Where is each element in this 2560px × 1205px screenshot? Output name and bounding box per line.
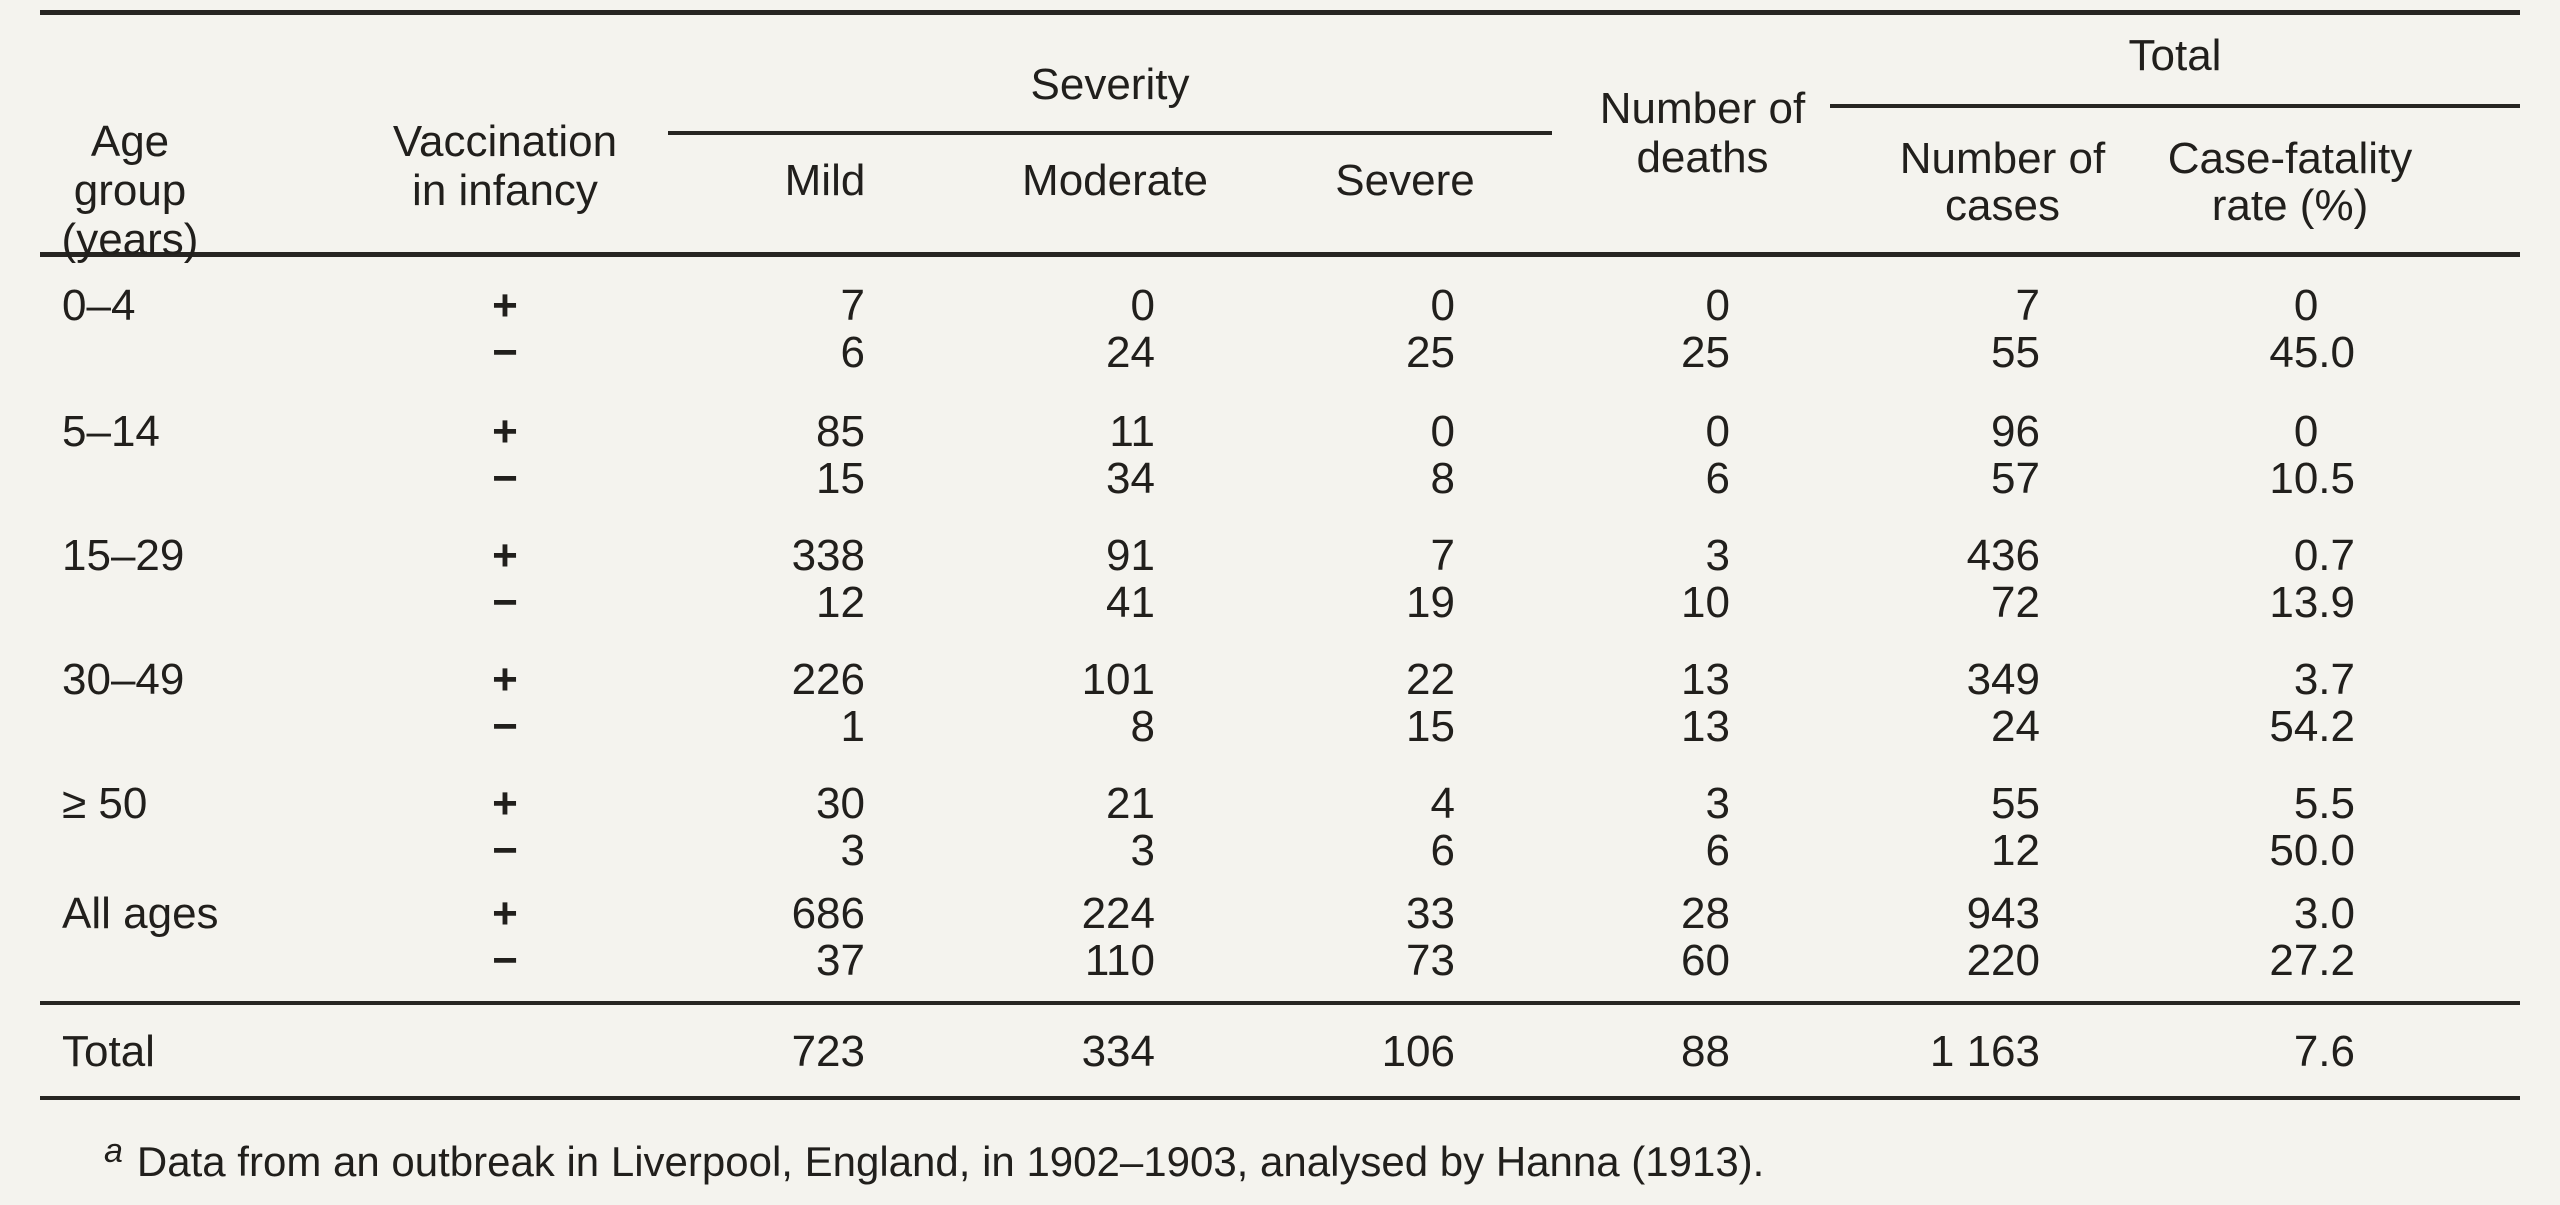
table-row <box>0 779 2560 829</box>
cases-cell: 57 <box>1991 454 2040 503</box>
cases-cell: 12 <box>1991 826 2040 875</box>
severe-cell: 4 <box>1430 779 1455 828</box>
severe-column-header: Severe <box>1335 156 1475 205</box>
total-cases-cell: 1 163 <box>1929 1027 2040 1076</box>
rate-header-line2: rate (%) <box>2211 181 2369 230</box>
rate-cell: 3.7 <box>2293 655 2355 704</box>
cases-header-line1: Number of <box>1899 134 2106 183</box>
rate-cell: 10.5 <box>2269 454 2355 503</box>
age-group-header-line1: Age group <box>73 117 187 215</box>
severe-cell: 25 <box>1406 328 1455 377</box>
rate-cell: 45.0 <box>2269 328 2355 377</box>
total-row-label: Total <box>62 1027 155 1076</box>
moderate-cell: 34 <box>1106 454 1155 503</box>
mild-cell: 37 <box>816 936 865 985</box>
total-row-top-rule <box>40 1001 2520 1005</box>
total-moderate-cell: 334 <box>1081 1027 1155 1076</box>
deaths-cell: 3 <box>1705 779 1730 828</box>
age-group-label: All ages <box>62 889 219 938</box>
severe-cell: 15 <box>1406 702 1455 751</box>
severe-cell: 8 <box>1430 454 1455 503</box>
footnote-marker: a <box>104 1132 123 1170</box>
table-row <box>0 407 2560 457</box>
deaths-cell: 13 <box>1681 655 1730 704</box>
total-severe-cell: 106 <box>1381 1027 1455 1076</box>
table-bottom-rule <box>40 1096 2520 1100</box>
mild-cell: 338 <box>791 531 865 580</box>
rate-cell: 0.7 <box>2293 531 2355 580</box>
vaccination-symbol: − <box>492 454 518 503</box>
vaccination-symbol: − <box>492 826 518 875</box>
rate-column-header <box>2115 135 2465 229</box>
cases-cell: 943 <box>1966 889 2040 938</box>
mild-cell: 1 <box>840 702 865 751</box>
deaths-cell: 28 <box>1681 889 1730 938</box>
deaths-header-line2: deaths <box>1636 133 1769 182</box>
vaccination-symbol: + <box>492 779 518 828</box>
total-row <box>0 1027 2560 1077</box>
vaccination-header-l1: Vaccination <box>392 117 618 166</box>
total-rate-cell: 7.6 <box>2293 1027 2355 1076</box>
vaccination-symbol: + <box>492 889 518 938</box>
cases-cell: 436 <box>1966 531 2040 580</box>
table-row <box>0 702 2560 752</box>
rate-cell: 0 <box>2293 281 2319 330</box>
cases-cell: 72 <box>1991 578 2040 627</box>
vaccination-symbol: − <box>492 578 518 627</box>
moderate-cell: 41 <box>1106 578 1155 627</box>
cases-cell: 24 <box>1991 702 2040 751</box>
deaths-cell: 25 <box>1681 328 1730 377</box>
deaths-cell: 13 <box>1681 702 1730 751</box>
rate-header-line1: Case-fatality <box>2167 134 2413 183</box>
moderate-cell: 101 <box>1081 655 1155 704</box>
severe-cell: 0 <box>1430 281 1455 330</box>
rate-cell: 13.9 <box>2269 578 2355 627</box>
age-group-header-line2: (years) <box>61 215 199 264</box>
severe-cell: 22 <box>1406 655 1455 704</box>
vaccination-header2 <box>330 117 680 215</box>
table-row <box>0 328 2560 378</box>
deaths-column-header <box>1550 84 1855 182</box>
deaths-cell: 60 <box>1681 936 1730 985</box>
severe-cell: 19 <box>1406 578 1455 627</box>
severity-spanner-label: Severity <box>1030 60 1190 109</box>
table-row <box>0 578 2560 628</box>
mild-cell: 85 <box>816 407 865 456</box>
total-spanner-label: Total <box>2128 31 2222 80</box>
footnote-text: Data from an outbreak in Liverpool, England, in 1902–1903, analysed by Hanna (1913). <box>136 1138 1765 1185</box>
moderate-cell: 3 <box>1130 826 1155 875</box>
total-spanner-underline <box>1830 104 2520 108</box>
vaccination-symbol: + <box>492 407 518 456</box>
mild-column-header: Mild <box>784 156 866 205</box>
severity-spanner-underline <box>668 131 1552 135</box>
total-deaths-cell: 88 <box>1681 1027 1730 1076</box>
moderate-cell: 91 <box>1106 531 1155 580</box>
moderate-cell: 11 <box>1109 407 1155 456</box>
mild-cell: 12 <box>816 578 865 627</box>
table-row <box>0 281 2560 331</box>
deaths-cell: 10 <box>1681 578 1730 627</box>
rate-cell: 0 <box>2293 407 2319 456</box>
deaths-cell: 6 <box>1705 454 1730 503</box>
mild-cell: 6 <box>840 328 865 377</box>
vaccination-symbol: − <box>492 702 518 751</box>
severe-cell: 33 <box>1406 889 1455 938</box>
vaccination-symbol: + <box>492 531 518 580</box>
age-group-label: 0–4 <box>62 281 136 330</box>
rate-cell: 27.2 <box>2269 936 2355 985</box>
vaccination-header-l2: in infancy <box>412 166 598 215</box>
age-group-label: 5–14 <box>62 407 160 456</box>
table-footnote <box>104 1126 1764 1187</box>
mild-cell: 30 <box>816 779 865 828</box>
cases-cell: 55 <box>1991 328 2040 377</box>
vaccination-symbol: + <box>492 281 518 330</box>
cases-cell: 55 <box>1991 779 2040 828</box>
moderate-cell: 224 <box>1081 889 1155 938</box>
cases-cell: 96 <box>1991 407 2040 456</box>
severe-cell: 0 <box>1430 407 1455 456</box>
cases-cell: 349 <box>1966 655 2040 704</box>
table-row <box>0 889 2560 939</box>
mild-cell: 15 <box>816 454 865 503</box>
table-row <box>0 655 2560 705</box>
table-row <box>0 531 2560 581</box>
deaths-cell: 6 <box>1705 826 1730 875</box>
deaths-cell: 0 <box>1705 407 1730 456</box>
moderate-cell: 24 <box>1106 328 1155 377</box>
cases-column-header <box>1855 135 2150 229</box>
mild-cell: 3 <box>840 826 865 875</box>
cases-cell: 7 <box>2015 281 2040 330</box>
vaccination-symbol: + <box>492 655 518 704</box>
deaths-header-line1: Number of <box>1599 84 1806 133</box>
moderate-column-header: Moderate <box>1022 156 1208 205</box>
cases-cell: 220 <box>1966 936 2040 985</box>
moderate-cell: 110 <box>1084 936 1155 985</box>
severe-cell: 6 <box>1430 826 1455 875</box>
age-group-label: 30–49 <box>62 655 185 704</box>
mild-cell: 226 <box>791 655 865 704</box>
moderate-cell: 0 <box>1130 281 1155 330</box>
rate-cell: 3.0 <box>2293 889 2355 938</box>
moderate-cell: 21 <box>1106 779 1155 828</box>
header-bottom-rule <box>40 252 2520 257</box>
table-row <box>0 826 2560 876</box>
cases-header-line2: cases <box>1945 181 2060 230</box>
deaths-cell: 3 <box>1705 531 1730 580</box>
total-mild-cell: 723 <box>791 1027 865 1076</box>
mild-cell: 7 <box>840 281 865 330</box>
rate-cell: 54.2 <box>2269 702 2355 751</box>
vaccination-symbol: − <box>492 936 518 985</box>
table-row <box>0 936 2560 986</box>
age-group-header <box>30 117 230 264</box>
mild-cell: 686 <box>791 889 865 938</box>
age-group-label: 15–29 <box>62 531 185 580</box>
severe-cell: 73 <box>1406 936 1455 985</box>
deaths-cell: 0 <box>1705 281 1730 330</box>
severe-cell: 7 <box>1430 531 1455 580</box>
moderate-cell: 8 <box>1130 702 1155 751</box>
rate-cell: 5.5 <box>2293 779 2355 828</box>
rate-cell: 50.0 <box>2269 826 2355 875</box>
vaccination-symbol: − <box>492 328 518 377</box>
table-top-rule <box>40 10 2520 15</box>
table-row <box>0 454 2560 504</box>
age-group-label: ≥ 50 <box>62 779 148 828</box>
